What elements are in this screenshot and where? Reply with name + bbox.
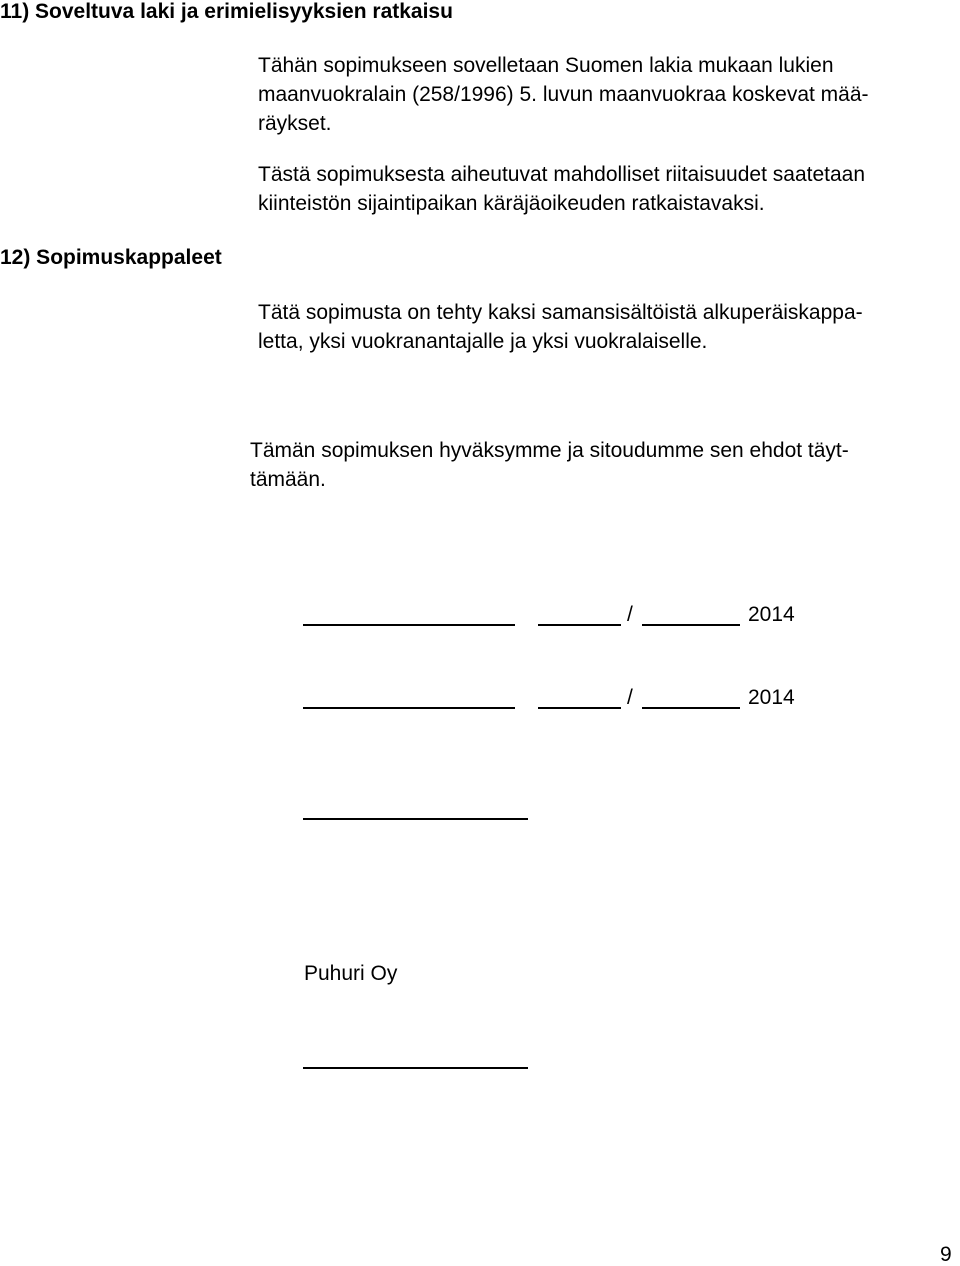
day-field-line[interactable] [538, 707, 621, 709]
year-label: 2014 [748, 603, 795, 626]
text-line: Tästä sopimuksesta aiheutuvat mahdolliset riitaisuudet saatetaan [258, 163, 866, 186]
text-line: Tätä sopimusta on tehty kaksi samansisältöistä alkuperäiskappa- [258, 301, 863, 324]
place-signature-line[interactable] [303, 624, 515, 626]
section-12-paragraph-1 [258, 298, 863, 356]
signatory-name: Puhuri Oy [304, 962, 398, 985]
acceptance-paragraph [250, 436, 849, 494]
section-11-paragraph-1 [258, 51, 869, 138]
text-line: maanvuokralain (258/1996) 5. luvun maanvuokraa koskevat mää- [258, 83, 869, 106]
place-signature-line[interactable] [303, 707, 515, 709]
text-line: Tähän sopimukseen sovelletaan Suomen lakia mukaan lukien [258, 54, 834, 77]
text-line: Tämän sopimuksen hyväksymme ja sitoudumme sen ehdot täyt- [250, 439, 849, 462]
signature-line-2[interactable] [303, 1067, 528, 1069]
text-line: letta, yksi vuokranantajalle ja yksi vuokralaiselle. [258, 330, 708, 353]
date-separator: / [627, 603, 633, 626]
section-11-paragraph-2 [258, 160, 865, 218]
year-label: 2014 [748, 686, 795, 709]
signature-line-1[interactable] [303, 818, 528, 820]
text-line: kiinteistön sijaintipaikan käräjäoikeuden ratkaistavaksi. [258, 192, 765, 215]
month-field-line[interactable] [642, 707, 740, 709]
text-line: tämään. [250, 468, 326, 491]
date-separator: / [627, 686, 633, 709]
section-12-heading: 12) Sopimuskappaleet [0, 246, 222, 269]
day-field-line[interactable] [538, 624, 621, 626]
month-field-line[interactable] [642, 624, 740, 626]
page-number: 9 [940, 1243, 952, 1266]
text-line: räykset. [258, 112, 332, 135]
section-11-heading: 11) Soveltuva laki ja erimielisyyksien ratkaisu [0, 0, 453, 23]
